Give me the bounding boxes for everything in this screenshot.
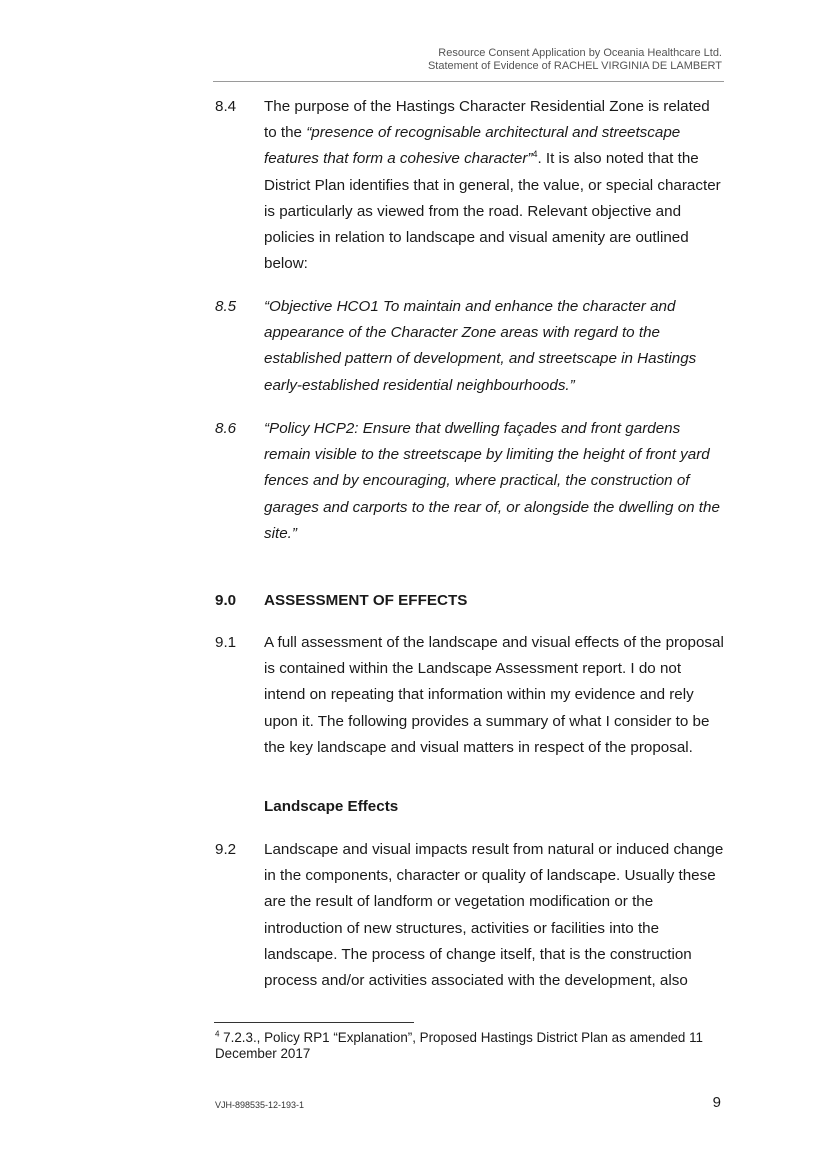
paragraph-number: 8.5 [215,298,237,315]
footnote-text: 7.2.3., Policy RP1 “Explanation”, Proposed Hastings District Plan as amended 11 December 2017 [215,1030,703,1061]
paragraph-body [264,94,725,277]
paragraph-8-6 [215,416,725,547]
paragraph-8-5 [215,294,725,399]
footnote-divider [214,1022,414,1023]
paragraph-number: 9.1 [215,634,237,651]
header-line-1: Resource Consent Application by Oceania Healthcare Ltd. [438,47,722,59]
footnote [215,1030,725,1062]
paragraph-number: 8.4 [215,98,237,115]
header-line-2: Statement of Evidence of RACHEL VIRGINIA DE LAMBERT [427,60,722,72]
section-title: ASSESSMENT OF EFFECTS [264,592,468,609]
section-heading-9-0 [215,588,725,614]
paragraph-text: “Policy HCP2: Ensure that dwelling façades and front gardens remain visible to the streetscape by limiting the height of front yard fences and by encouraging, where practical, the construction of garages and carports to the rear of, or alongside the dwelling on the site.” [264,420,720,542]
paragraph-text: Landscape and visual impacts result from natural or induced change in the components, character or quality of landscape. Usually these are the result of landform or vegetation modification or the introduction of new structures, activities or facilities into the landscape. The process of change itself, that is the construction process and/or activities associated with the development, also [264,841,724,990]
subheading-text: Landscape Effects [264,798,399,815]
footnote-reference: 4 [532,149,538,160]
paragraph-9-2 [215,837,725,994]
subheading-landscape-effects [215,794,725,820]
paragraph-9-1 [215,630,725,761]
paragraph-number: 9.2 [215,841,237,858]
footnote-number: 4 [215,1029,220,1039]
section-number: 9.0 [215,592,237,609]
header-divider [213,81,724,82]
paragraph-number: 8.6 [215,420,237,437]
page-header [213,47,722,73]
document-reference: VJH-898535-12-193-1 [215,1100,305,1110]
paragraph-text: A full assessment of the landscape and visual effects of the proposal is contained within the Landscape Assessment report. I do not intend on repeating that information within my evidence and rely upon it. The following provides a summary of what I consider to be the key landscape and visual matters in respect of the proposal. [264,634,724,756]
paragraph-text: . It is also noted that the District Plan identifies that in general, the value, or special character is particularly as viewed from the road. Relevant objective and policies in relation to landscape and visual amenity are outlined below: [264,150,721,273]
paragraph-text: “Objective HCO1 To maintain and enhance the character and appearance of the Character Zone areas with regard to the established pattern of development, and streetscape in Hastings early-established residential neighbourhoods.” [264,298,697,394]
paragraph-8-4 [215,94,725,277]
quoted-text: “presence of recognisable architectural and streetscape features that form a cohesive character” [264,124,681,168]
page-number: 9 [712,1094,721,1111]
paragraph-text: The purpose of the Hastings Character Residential Zone is related to the [264,98,710,142]
